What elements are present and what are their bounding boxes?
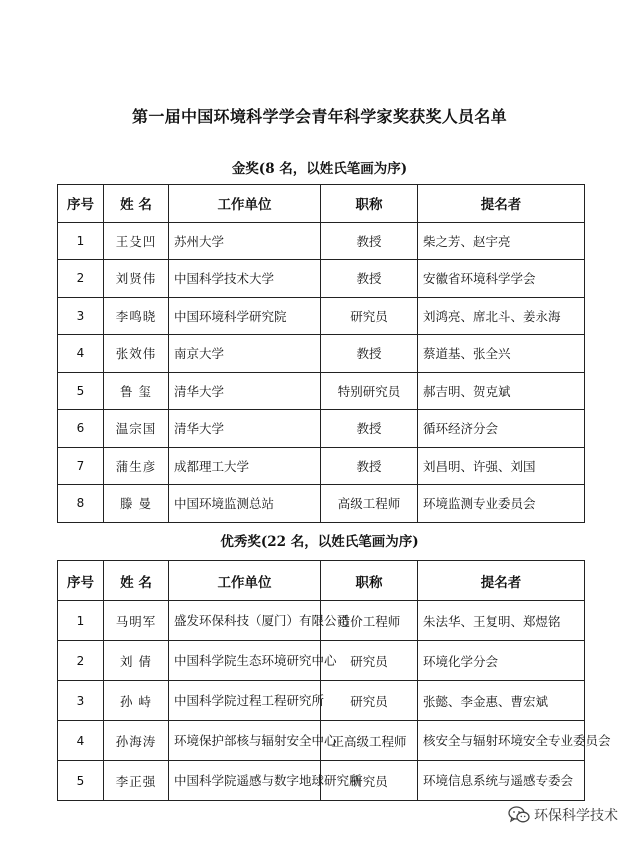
- table-header-row: [58, 185, 585, 223]
- cell-nominator: 核安全与辐射环境安全专业委员会: [418, 721, 585, 761]
- excellent-award-section-title: 优秀奖(22 名，以姓氏笔画为序): [220, 534, 419, 550]
- table-row: [58, 761, 585, 801]
- cell-name: 滕 曼: [104, 485, 169, 523]
- cell-title: 教授: [321, 335, 418, 373]
- header-nominator: 提名者: [418, 185, 585, 223]
- cell-name: 李正强: [104, 761, 169, 801]
- cell-unit: 中国科学院遥感与数字地球研究所: [169, 761, 321, 801]
- cell-unit: 中国环境监测总站: [169, 485, 321, 523]
- cell-title: 研究员: [321, 761, 418, 801]
- cell-no: 3: [58, 681, 104, 721]
- cell-nominator: 刘鸿亮、席北斗、姜永海: [418, 297, 585, 335]
- cell-name: 孙海涛: [104, 721, 169, 761]
- cell-unit: 环境保护部核与辐射安全中心: [169, 721, 321, 761]
- cell-title: 研究员: [321, 641, 418, 681]
- cell-no: 3: [58, 297, 104, 335]
- cell-no: 5: [58, 372, 104, 410]
- cell-nominator: 循环经济分会: [418, 410, 585, 448]
- table-row: [58, 601, 585, 641]
- header-unit: 工作单位: [169, 561, 321, 601]
- cell-unit: 清华大学: [169, 410, 321, 448]
- cell-unit: 盛发环保科技（厦门）有限公司: [169, 601, 321, 641]
- header-name: 姓 名: [104, 561, 169, 601]
- cell-no: 1: [58, 601, 104, 641]
- gold-award-table: [57, 184, 585, 523]
- cell-no: 6: [58, 410, 104, 448]
- cell-nominator: 朱法华、王复明、郑煜铭: [418, 601, 585, 641]
- table-row: [58, 335, 585, 373]
- cell-nominator: 刘昌明、许强、刘国: [418, 447, 585, 485]
- cell-unit: 南京大学: [169, 335, 321, 373]
- cell-title: 教授: [321, 260, 418, 298]
- cell-no: 8: [58, 485, 104, 523]
- cell-nominator: 环境信息系统与遥感专委会: [418, 761, 585, 801]
- cell-no: 5: [58, 761, 104, 801]
- cell-unit: 成都理工大学: [169, 447, 321, 485]
- cell-nominator: 安徽省环境科学学会: [418, 260, 585, 298]
- cell-nominator: 张懿、李金惠、曹宏斌: [418, 681, 585, 721]
- header-nominator: 提名者: [418, 561, 585, 601]
- header-no: 序号: [58, 185, 104, 223]
- header-unit: 工作单位: [169, 185, 321, 223]
- cell-title: 教授: [321, 222, 418, 260]
- table-row: [58, 260, 585, 298]
- cell-name: 鲁 玺: [104, 372, 169, 410]
- table-row: [58, 372, 585, 410]
- cell-title: 高级工程师: [321, 485, 418, 523]
- cell-no: 1: [58, 222, 104, 260]
- cell-name: 蒲生彦: [104, 447, 169, 485]
- cell-title: 特别研究员: [321, 372, 418, 410]
- cell-name: 孙 峙: [104, 681, 169, 721]
- cell-title: 造价工程师: [321, 601, 418, 641]
- wechat-logo-icon: [508, 806, 530, 824]
- cell-no: 2: [58, 260, 104, 298]
- cell-name: 李鸣晓: [104, 297, 169, 335]
- cell-unit: 中国科学院生态环境研究中心: [169, 641, 321, 681]
- cell-nominator: 环境监测专业委员会: [418, 485, 585, 523]
- cell-unit: 中国环境科学研究院: [169, 297, 321, 335]
- cell-nominator: 柴之芳、赵宇亮: [418, 222, 585, 260]
- cell-name: 张效伟: [104, 335, 169, 373]
- gold-award-section-title: 金奖(8 名，以姓氏笔画为序): [231, 161, 408, 177]
- cell-name: 刘贤伟: [104, 260, 169, 298]
- cell-no: 4: [58, 721, 104, 761]
- cell-title: 正高级工程师: [321, 721, 418, 761]
- cell-no: 2: [58, 641, 104, 681]
- cell-unit: 中国科学院过程工程研究所: [169, 681, 321, 721]
- table-row: [58, 641, 585, 681]
- cell-title: 研究员: [321, 681, 418, 721]
- cell-unit: 中国科学技术大学: [169, 260, 321, 298]
- watermark: [508, 804, 618, 826]
- document-title: 第一届中国环境科学学会青年科学家奖获奖人员名单: [132, 107, 507, 126]
- table-row: [58, 681, 585, 721]
- table-header-row: [58, 561, 585, 601]
- table-row: [58, 222, 585, 260]
- header-no: 序号: [58, 561, 104, 601]
- cell-name: 马明军: [104, 601, 169, 641]
- cell-title: 教授: [321, 447, 418, 485]
- cell-title: 研究员: [321, 297, 418, 335]
- cell-unit: 清华大学: [169, 372, 321, 410]
- cell-title: 教授: [321, 410, 418, 448]
- table-row: [58, 721, 585, 761]
- cell-name: 王殳凹: [104, 222, 169, 260]
- cell-unit: 苏州大学: [169, 222, 321, 260]
- watermark-text: 环保科学技术: [534, 808, 618, 824]
- cell-no: 7: [58, 447, 104, 485]
- header-name: 姓 名: [104, 185, 169, 223]
- table-row: [58, 485, 585, 523]
- header-title: 职称: [321, 561, 418, 601]
- excellent-award-table: [57, 560, 611, 801]
- header-title: 职称: [321, 185, 418, 223]
- cell-nominator: 环境化学分会: [418, 641, 585, 681]
- cell-no: 4: [58, 335, 104, 373]
- cell-name: 刘 倩: [104, 641, 169, 681]
- cell-nominator: 郝吉明、贺克斌: [418, 372, 585, 410]
- table-row: [58, 410, 585, 448]
- cell-nominator: 蔡道基、张全兴: [418, 335, 585, 373]
- cell-name: 温宗国: [104, 410, 169, 448]
- table-row: [58, 447, 585, 485]
- table-row: [58, 297, 585, 335]
